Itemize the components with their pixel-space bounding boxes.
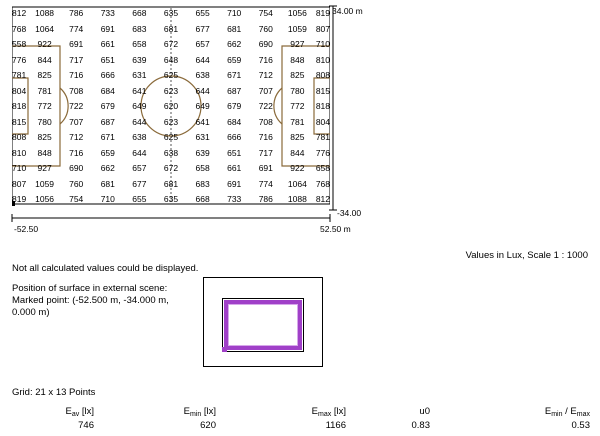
- lux-value: 658: [132, 39, 147, 49]
- lux-value: 648: [163, 54, 179, 65]
- lux-value: 776: [12, 54, 27, 65]
- lux-value: 760: [258, 23, 273, 34]
- lux-value: 774: [258, 178, 273, 189]
- lux-value: 922: [37, 39, 52, 49]
- emax-label: $E_{max}$ [lx]: [311, 406, 346, 418]
- lux-value: 710: [315, 39, 330, 49]
- lux-value: 644: [132, 116, 147, 127]
- lux-value: 684: [227, 116, 242, 127]
- lux-value: 781: [12, 70, 27, 80]
- lux-value: 712: [69, 132, 84, 142]
- uniformity-value: 0.53: [571, 420, 590, 431]
- lux-value: 818: [12, 101, 27, 111]
- lux-value: 638: [195, 70, 210, 80]
- lux-value: 687: [100, 116, 115, 127]
- lux-value: 638: [163, 147, 179, 158]
- scale-note: Values in Lux, Scale 1 : 1000: [465, 250, 588, 261]
- lux-value: 781: [37, 85, 52, 96]
- lux-value: 722: [258, 101, 273, 111]
- lux-value: 1064: [287, 178, 307, 189]
- eav-label: $E_{av}$ [lx]: [65, 406, 94, 418]
- lux-value: 815: [315, 85, 330, 96]
- lux-value: 780: [37, 116, 52, 127]
- lux-value: 625: [163, 70, 179, 80]
- lux-value: 691: [227, 178, 242, 189]
- lux-value: 681: [227, 23, 242, 34]
- lux-value: 781: [290, 116, 305, 127]
- lux-value: 922: [290, 163, 305, 173]
- lux-value: 712: [258, 70, 273, 80]
- lux-value: 708: [258, 116, 273, 127]
- lux-value: 623: [163, 85, 179, 96]
- lux-value: 657: [195, 39, 210, 49]
- lux-value: 623: [163, 116, 179, 127]
- uniformity-label: $E_{min} / E_{max}$: [544, 406, 590, 418]
- lux-value: 717: [69, 54, 84, 65]
- lux-value: 819: [12, 194, 27, 204]
- lux-value: 710: [100, 194, 115, 204]
- lux-value: 786: [258, 194, 273, 204]
- lux-value: 774: [69, 23, 84, 34]
- lux-value: 677: [195, 23, 210, 34]
- u0-label: u0: [419, 406, 430, 417]
- lux-value: 844: [290, 147, 305, 158]
- lux-value: 754: [69, 194, 84, 204]
- lux-value: 1059: [35, 178, 55, 189]
- lux-value: 812: [12, 8, 27, 18]
- lux-value: 1088: [35, 8, 55, 18]
- lux-value: 683: [132, 23, 147, 34]
- lux-value: 658: [195, 163, 210, 173]
- lux-value: 690: [258, 39, 273, 49]
- lux-value: 710: [227, 8, 242, 18]
- lux-value: 781: [315, 132, 330, 142]
- lux-value: 754: [258, 8, 273, 18]
- lux-value: 657: [132, 163, 147, 173]
- eav-value: 746: [78, 420, 94, 431]
- lux-value: 644: [195, 54, 210, 65]
- lux-value: 635: [163, 194, 179, 204]
- lux-value: 641: [132, 85, 147, 96]
- x-axis-left-label: -52.50: [14, 224, 39, 234]
- lux-value: 625: [163, 132, 179, 142]
- lux-value: 677: [132, 178, 147, 189]
- calculation-surface-inner: [228, 304, 298, 346]
- lux-value: 651: [227, 147, 242, 158]
- lux-value: 651: [100, 54, 115, 65]
- lux-value: 804: [12, 85, 27, 96]
- lux-value: 780: [290, 85, 305, 96]
- lux-value: 684: [100, 85, 115, 96]
- lux-value: 810: [12, 147, 27, 158]
- lux-value: 716: [69, 147, 84, 158]
- lux-value: 671: [227, 70, 242, 80]
- lux-value: 808: [12, 132, 27, 142]
- lux-value: 716: [258, 54, 273, 65]
- lux-value: 683: [195, 178, 210, 189]
- lux-value: 760: [69, 178, 84, 189]
- lux-value: 808: [315, 70, 330, 80]
- lux-value: 666: [100, 70, 115, 80]
- lux-value: 668: [132, 8, 147, 18]
- lux-value: 819: [315, 8, 330, 18]
- lux-grid-plot: [12, 6, 330, 206]
- marked-point-z: 0.000 m): [12, 307, 50, 318]
- lux-value: 662: [227, 39, 242, 49]
- lux-value: 772: [37, 101, 52, 111]
- lux-value: 848: [290, 54, 305, 65]
- lux-value: 733: [227, 194, 242, 204]
- marked-point-text: Marked point: (-52.500 m, -34.000 m,: [12, 295, 169, 306]
- lux-value: 825: [290, 132, 305, 142]
- grid-info: Grid: 21 x 13 Points: [12, 387, 96, 398]
- lux-value: 690: [69, 163, 84, 173]
- lux-value: 639: [195, 147, 210, 158]
- lux-value: 1056: [35, 194, 55, 204]
- lux-value: 681: [163, 23, 179, 34]
- lux-value: 691: [258, 163, 273, 173]
- lux-value: 927: [290, 39, 305, 49]
- y-axis-top-label: 34.00 m: [332, 6, 363, 16]
- lux-value: 672: [163, 163, 179, 173]
- lux-value: 1088: [287, 194, 307, 204]
- lux-value: 708: [69, 85, 84, 96]
- lux-value: 661: [227, 163, 242, 173]
- lux-value: 776: [315, 147, 330, 158]
- lux-value: 768: [315, 178, 330, 189]
- lux-value: 691: [69, 39, 84, 49]
- lux-value: 687: [227, 85, 242, 96]
- lux-value: 927: [37, 163, 52, 173]
- lux-value: 815: [12, 116, 27, 127]
- lux-value: 717: [258, 147, 273, 158]
- x-axis-right-label: 52.50 m: [320, 224, 351, 234]
- lux-value: 710: [12, 163, 27, 173]
- lux-value: 644: [132, 147, 147, 158]
- lux-value: 681: [100, 178, 115, 189]
- lux-value: 1064: [35, 23, 55, 34]
- lux-value: 655: [195, 8, 210, 18]
- emax-value: 1166: [325, 420, 346, 431]
- lux-value: 825: [290, 70, 305, 80]
- lux-value: 1056: [287, 8, 307, 18]
- lux-value: 681: [163, 178, 179, 189]
- marked-point-icon: [222, 347, 227, 352]
- lux-value: 631: [132, 70, 147, 80]
- lux-value: 659: [100, 147, 115, 158]
- lux-value: 804: [315, 116, 330, 127]
- u0-value: 0.83: [411, 420, 430, 431]
- lux-value: 679: [227, 101, 242, 111]
- lux-value: 716: [69, 70, 84, 80]
- lux-value: 844: [37, 54, 52, 65]
- lux-value: 662: [100, 163, 115, 173]
- lux-value: 848: [37, 147, 52, 158]
- lux-value: 620: [163, 101, 179, 111]
- lux-value: 768: [12, 23, 27, 34]
- lux-value: 825: [37, 132, 52, 142]
- lux-value: 655: [132, 194, 147, 204]
- scene-thumbnail: [203, 277, 323, 367]
- emin-value: 620: [200, 420, 216, 431]
- lux-value: 666: [227, 132, 242, 142]
- lux-value: 659: [227, 54, 242, 65]
- lux-value: 641: [195, 116, 210, 127]
- lux-value: 716: [258, 132, 273, 142]
- y-axis-bottom-label: -34.00: [337, 208, 362, 218]
- lux-value: 639: [132, 54, 147, 65]
- warning-message: Not all calculated values could be displayed.: [12, 263, 199, 274]
- lux-value: 649: [195, 101, 210, 111]
- lux-value: 825: [37, 70, 52, 80]
- lux-value: 810: [315, 54, 330, 65]
- lux-value: 558: [12, 39, 27, 49]
- lux-value: 668: [195, 194, 210, 204]
- lux-value: 691: [100, 23, 115, 34]
- lux-value: 733: [100, 8, 115, 18]
- lux-value: 638: [132, 132, 147, 142]
- lux-value: 722: [69, 101, 84, 111]
- lux-value: 649: [132, 101, 147, 111]
- lux-value: 812: [315, 194, 330, 204]
- lux-value: 658: [315, 163, 330, 173]
- lux-value: 661: [100, 39, 115, 49]
- lux-value: 679: [100, 101, 115, 111]
- lux-value: 807: [315, 23, 330, 34]
- emin-label: $E_{min}$ [lx]: [183, 406, 216, 418]
- lux-value: 818: [315, 101, 330, 111]
- lux-value: 786: [69, 8, 84, 18]
- lux-value: 644: [195, 85, 210, 96]
- lux-value: 707: [258, 85, 273, 96]
- lux-value: 671: [100, 132, 115, 142]
- lux-value: 635: [163, 8, 179, 18]
- lux-value: 807: [12, 178, 27, 189]
- lux-value: 672: [163, 39, 179, 49]
- position-heading: Position of surface in external scene:: [12, 283, 168, 294]
- lux-value: 772: [290, 101, 305, 111]
- lux-value: 707: [69, 116, 84, 127]
- lux-value: 1059: [287, 23, 307, 34]
- lux-value: 631: [195, 132, 210, 142]
